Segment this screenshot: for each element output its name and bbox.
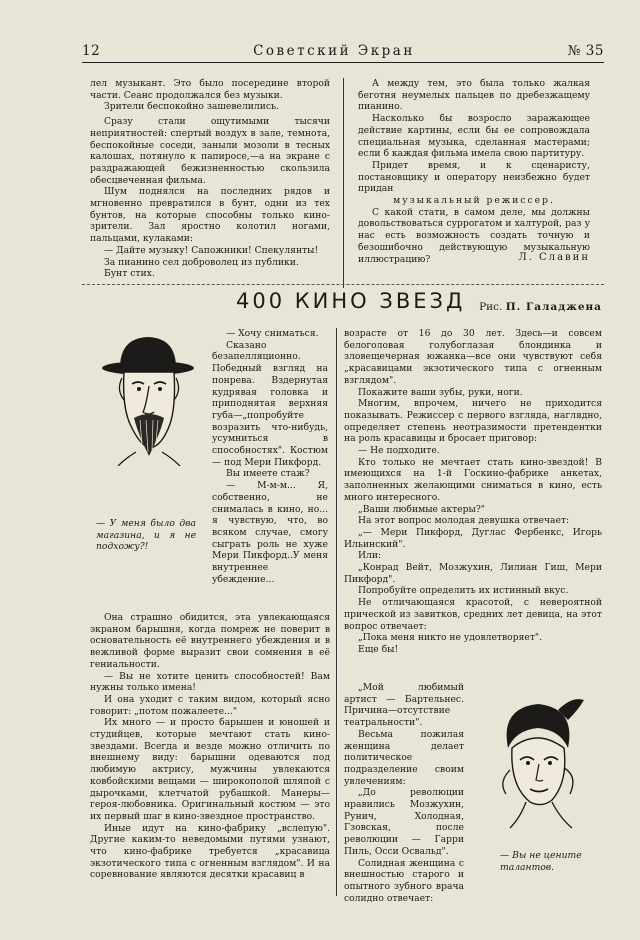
section-divider [82, 284, 604, 285]
paragraph: Многим, впрочем, ничего не приходится показывать. Режиссер с первого взгляда, наглядно, определяет степень неотразимости претендентки на роль красавицы и бросает приговор: [344, 398, 602, 445]
paragraph: — Вы не хотите ценить способностей! Вам нужны только имена! [90, 670, 330, 694]
middle-column [212, 328, 328, 585]
paragraph: Или: [358, 550, 382, 562]
paragraph: Кто только не мечтает стать кино-звездой! В имеющихся на 1-й Госкино-фабрике анкетах, заполненных желающими сниматься в кино, есть много интересного. [344, 456, 602, 503]
right-column-narrow [344, 682, 464, 904]
left-bottom-column [90, 612, 330, 881]
paragraph: Сразу стали ощутимыми тысячи неприятностей: спертый воздух в зале, темнота, беспокойные соседи, заныли мозоли в тесных калошах, потянуло к папиросе,—а на экране с раздражающей бежизненностью скользила обесцвеченная фильма. [90, 116, 330, 186]
paragraph: Шум поднялся на последних рядов и мгновенно превратился в бунт, одни из тех бунтов, на которые способны только кино-зрители. Зал яростно колотил ногами, пальцами, кулаками: [90, 186, 330, 245]
paragraph: — Не подходите. [358, 445, 440, 457]
column-rule [336, 328, 337, 896]
paragraph: Насколько бы возросло заражающее действие картины, если бы ее сопровождала специальная музыка, сделанная мастерами; если б каждая фильма имела свою партитуру. [358, 113, 590, 160]
paragraph: — Хочу сниматься. [226, 328, 319, 339]
paragraph: „Ваши любимые актеры?" [358, 503, 485, 515]
paragraph: — М-м-м... Я, собственно, не снималась в кино, но... я чувствую, что, во всяком случае, смогу сыграть роль не хуже Мери Пикфорд..У меня внутреннее убеждение... [212, 480, 328, 585]
paragraph: Иные идут на кино-фабрику „вслепую". Другие каким-то неведомыми путями узнают, что кино-фабрике требуется „красавица экзотического типа с огненным взглядом". И на соревнование являются десятки красавиц в [90, 822, 330, 881]
paragraph: Она страшно обидится, эта увлекающаяся экраном барышня, когда помреж не поверит в основательность её внутреннего убеждения и в вежливой форме выразит свои сомнения в её гениальности. [90, 612, 330, 670]
paragraph: Зрители беспокойно зашевелились. [104, 101, 279, 113]
paragraph: возрасте от 16 до 30 лет. Здесь—и совсем белоголовая голубоглазая блондинка и зловещечерная южанка—все они чувствуют себя „красавицами экзотического типа с огненным взглядом". [344, 328, 602, 386]
magazine-title: Советский Экран [253, 43, 415, 60]
caricature-caption-right: — Вы не цените талантов. [500, 850, 582, 873]
issue-number: № 35 [567, 43, 604, 60]
top-left-column [90, 78, 330, 280]
paragraph: Сказано безапелляционно. Победный взгляд на понрева. Вздернутая кудрявая головка и приподнятая верхняя губа—„попробуйте возразить что-нибудь, усумниться в способностях". Костюм — под Мери Пикфорд. [212, 339, 328, 468]
paragraph: Весьма пожилая женщина делает политическое подразделение своим увлечениям: [344, 728, 464, 787]
paragraph: лел музыкант. Это было посередине второй части. Сеанс продолжался без музыки. [90, 78, 330, 101]
paragraph: „До революции нравились Мозжухин, Рунич, Холодная, Гзовская, после революции — Гарри Пиль, Осси Освальд". [344, 787, 464, 857]
author-signature: Л. Славин [518, 252, 590, 263]
paragraph: Покажите ваши зубы, руки, ноги. [358, 386, 523, 398]
illustration-credit [468, 302, 602, 314]
paragraph: Придет время, и к сценаристу, постановщику и оператору неизбежно будет придан [358, 159, 590, 195]
column-rule [343, 78, 344, 288]
paragraph: „Конрад Вейт, Мозжухин, Лилиан Гиш, Мери Пикфорд". [344, 562, 602, 585]
paragraph: — Дайте музыку! Сапожники! Спекулянты! [104, 244, 319, 256]
paragraph: На этот вопрос молодая девушка отвечает: [358, 515, 570, 527]
page-number: 12 [82, 43, 101, 60]
paragraph: За пианино сел доброволец из публики. [104, 256, 299, 268]
paragraph: „Мой любимый артист — Бартельнес. Причина—отсутствие театральности". [344, 682, 464, 729]
paragraph: Их много — и просто барышен и юношей и студийцев, которые мечтают стать кино-звездами. Всегда и везде можно отличить по внешнему виду: барышни одеваются под любимую актрису, мужчины увлекаются ковбойскими вещами — широкополой шляпой с дырочками, клетчатой рубашкой. Манеры—героя-любовника. Оригинальный костюм — это их первый шаг в кино-звездное пространство. [90, 717, 330, 822]
paragraph: Не отличающаяся красотой, с невероятной прической из завитков, средних лет девица, на этот вопрос отвечает: [344, 597, 602, 632]
right-column [344, 328, 602, 656]
paragraph: И она уходит с таким видом, который ясно говорит: „потом пожалеете..." [90, 693, 330, 717]
paragraph: Вы имеете стаж? [226, 468, 310, 480]
paragraph: „Пока меня никто не удовлетворяет". [358, 632, 543, 644]
credit-prefix: Рис. [479, 301, 503, 313]
paragraph: Солидная женщина с внешностью старого и опытного зубного врача солидно отвечает: [344, 857, 464, 904]
paragraph: А между тем, это была только жалкая беготня неумелых пальцев по дребезжащему пианино. [358, 78, 590, 113]
caricature-caption-left: — У меня было два магазина, и я не подхожу?! [96, 518, 196, 552]
paragraph: музыкальный режиссер. [393, 195, 555, 207]
caricature-man-in-bowler-hat [96, 324, 200, 466]
paragraph: С какой стати, в самом деле, мы должны довольствоваться суррогатом и халтурой, раз у нас есть возможность создать точную и безошибочно действующую музыкальную иллюстрацию? [358, 206, 590, 265]
paragraph: Бунт стих. [104, 268, 155, 280]
credit-name: П. Галаджена [505, 301, 602, 313]
top-right-column [358, 78, 590, 265]
paragraph: Попробуйте определить их истинный вкус. [358, 585, 569, 597]
paragraph: Еще бы! [358, 643, 399, 655]
paragraph: „— Мери Пикфорд, Дуглас Фербенкс, Игорь Ильинский". [344, 526, 602, 550]
article-title: 400 КИНО ЗВЕЗД [236, 289, 466, 313]
page-header [82, 42, 604, 63]
caricature-woman-with-turban [480, 690, 596, 830]
